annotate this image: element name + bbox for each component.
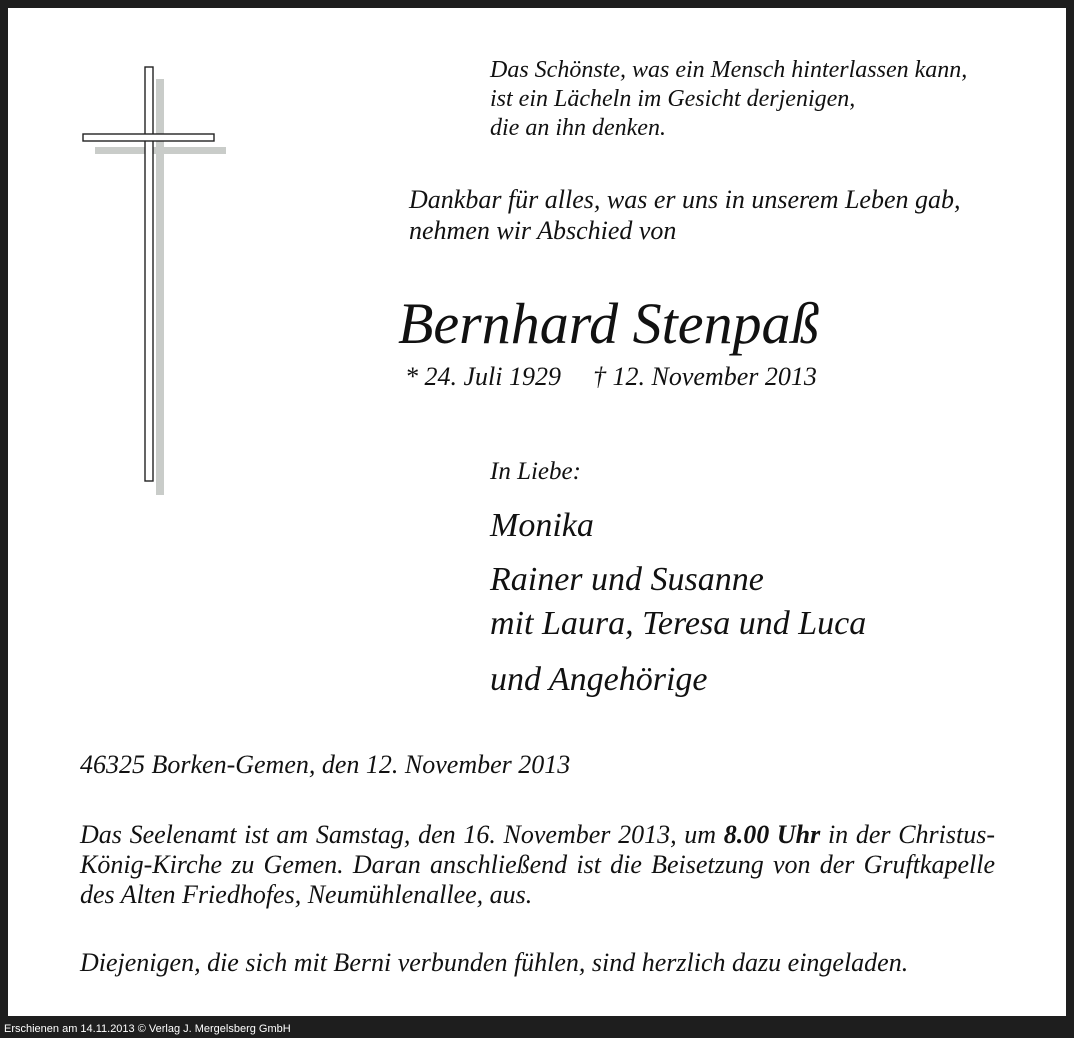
mourner-relatives: und Angehörige — [490, 661, 708, 698]
mourner-spouse: Monika — [490, 507, 594, 544]
grandchildren-line: mit Laura, Teresa und Luca — [490, 605, 867, 642]
publication-footer: Erschienen am 14.11.2013 © Verlag J. Mergelsberg GmbH — [4, 1023, 291, 1035]
cross-icon — [8, 8, 248, 508]
mourner-children — [490, 558, 866, 646]
life-dates — [405, 361, 817, 393]
children-line: Rainer und Susanne — [490, 561, 764, 598]
place-and-date: 46325 Borken-Gemen, den 12. November 2013 — [80, 750, 571, 779]
gratitude-text — [409, 184, 961, 246]
quote-line: die an ihn denken. — [490, 115, 666, 141]
service-text-before: Das Seelenamt ist am Samstag, den 16. November 2013, um — [80, 820, 724, 849]
memorial-quote — [490, 56, 967, 143]
deceased-name: Bernhard Stenpaß — [398, 291, 820, 356]
quote-line: Das Schönste, was ein Mensch hinterlassen kann, — [490, 57, 968, 83]
service-announcement — [80, 820, 995, 910]
death-date: † 12. November 2013 — [593, 362, 817, 391]
gratitude-line: Dankbar für alles, was er uns in unserem Leben gab, — [409, 185, 961, 214]
birth-date: * 24. Juli 1929 — [405, 362, 561, 391]
obituary-notice — [8, 8, 1066, 1016]
quote-line: ist ein Lächeln im Gesicht derjenigen, — [490, 86, 856, 112]
service-text-after: in der Christus-König-Kirche zu Gemen. Daran anschließend ist die Beisetzung von der Gruftkapelle des Alten Friedhofes, Neumühlenallee, aus. — [80, 820, 996, 909]
mourners-intro: In Liebe: — [490, 458, 581, 485]
invitation-text: Diejenigen, die sich mit Berni verbunden fühlen, sind herzlich dazu eingeladen. — [80, 948, 909, 977]
gratitude-line: nehmen wir Abschied von — [409, 216, 677, 245]
service-time: 8.00 Uhr — [723, 820, 821, 849]
